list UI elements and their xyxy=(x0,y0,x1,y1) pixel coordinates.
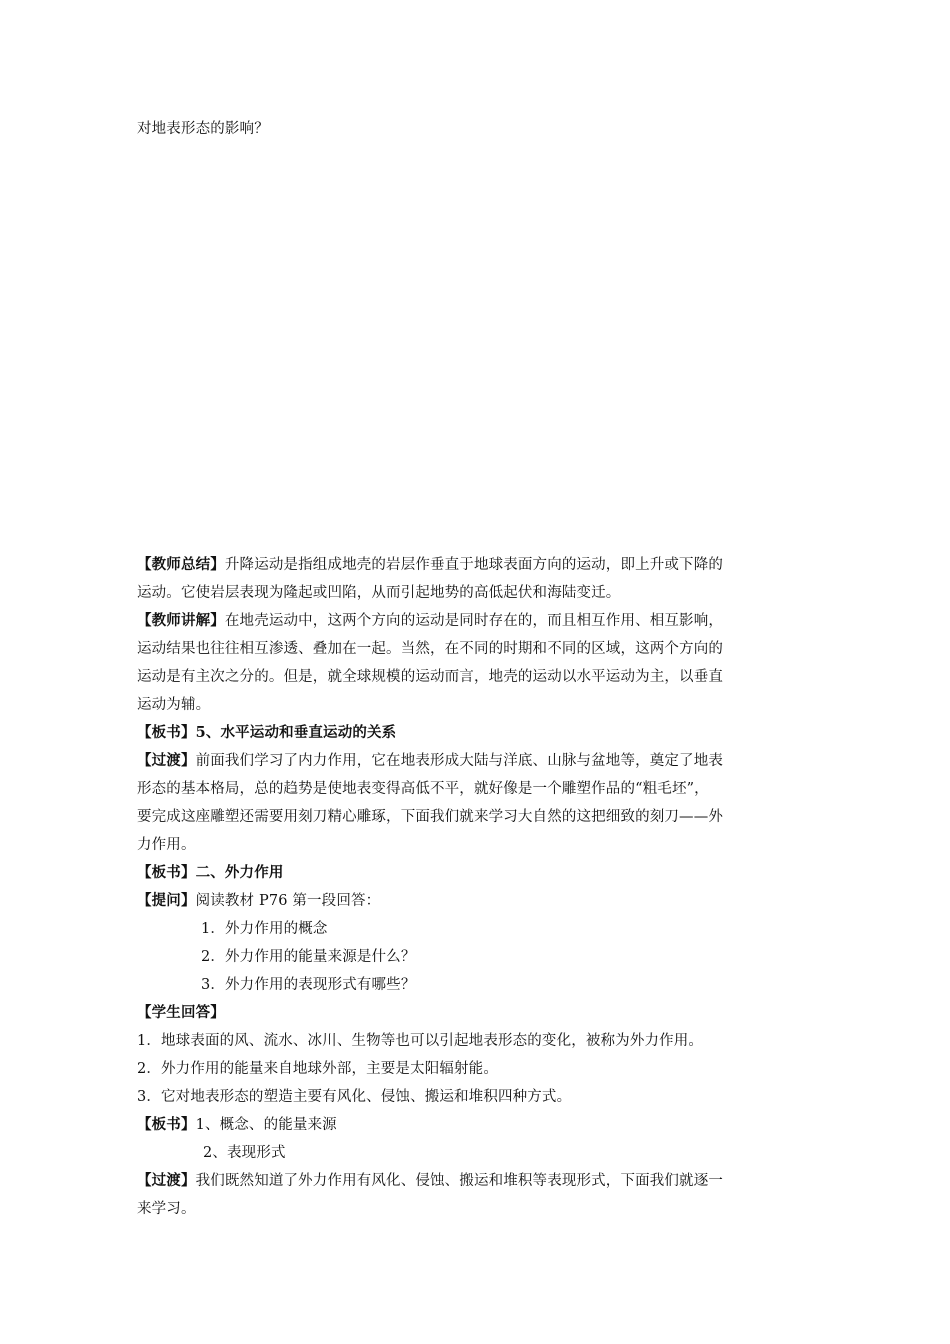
line-text: 来学习。 xyxy=(137,1201,196,1217)
board-note-line xyxy=(137,723,817,743)
board-note-line xyxy=(137,1115,817,1135)
paragraph-line xyxy=(137,639,817,659)
section-tag: 【过渡】 xyxy=(137,752,196,769)
section-tag: 【过渡】 xyxy=(137,1172,196,1189)
line-text: 阅读教材 P76 第一段回答： xyxy=(195,893,381,909)
section-tag: 【板书】 xyxy=(137,724,196,741)
line-text: 升降运动是指组成地壳的岩层作垂直于地球表面方向的运动，即上升或下降的 xyxy=(224,557,724,573)
transition-line xyxy=(137,751,817,771)
student-answer-heading xyxy=(137,1003,817,1023)
line-text: 我们既然知道了外力作用有风化、侵蚀、搬运和堆积等表现形式，下面我们就逐一 xyxy=(195,1173,724,1189)
line-text: 对地表形态的影响？ xyxy=(137,121,269,137)
paragraph-line xyxy=(137,583,817,603)
line-text: 在地壳运动中，这两个方向的运动是同时存在的，而且相互作用、相互影响， xyxy=(224,613,724,629)
section-tag: 【板书】 xyxy=(137,1116,196,1133)
teacher-explanation-line xyxy=(137,611,817,631)
line-text: 3．外力作用的表现形式有哪些？ xyxy=(201,977,416,993)
paragraph-line xyxy=(137,1199,817,1219)
paragraph-line xyxy=(137,695,817,715)
section-tag: 【提问】 xyxy=(137,892,196,909)
board-note-item xyxy=(203,1143,883,1163)
line-text: 2．外力作用的能量来源是什么？ xyxy=(201,949,416,965)
answer-item xyxy=(137,1087,817,1107)
line-text: 形态的基本格局，总的趋势是使地表变得高低不平，就好像是一个雕塑作品的“粗毛坯”， xyxy=(137,781,709,797)
question-item xyxy=(201,919,881,939)
line-text: 运动结果也往往相互渗透、叠加在一起。当然，在不同的时期和不同的区域，这两个方向的 xyxy=(137,641,723,657)
line-text: 2、表现形式 xyxy=(203,1145,286,1161)
paragraph-line xyxy=(137,779,817,799)
paragraph-line xyxy=(137,835,817,855)
transition-line xyxy=(137,1171,817,1191)
section-tag: 【教师总结】 xyxy=(137,556,225,573)
line-text: 1．外力作用的概念 xyxy=(201,921,328,937)
teacher-summary-line xyxy=(137,555,817,575)
question-item xyxy=(201,975,881,995)
line-text: 2．外力作用的能量来自地球外部，主要是太阳辐射能。 xyxy=(137,1061,498,1077)
answer-item xyxy=(137,1059,817,1079)
paragraph-line xyxy=(137,807,817,827)
line-text: 1、概念、的能量来源 xyxy=(195,1117,337,1133)
section-tag: 【学生回答】 xyxy=(137,1004,225,1021)
line-text: 3．它对地表形态的塑造主要有风化、侵蚀、搬运和堆积四种方式。 xyxy=(137,1089,572,1105)
line-text: 力作用。 xyxy=(137,837,196,853)
question-line xyxy=(137,891,817,911)
section-tag: 【板书】 xyxy=(137,864,196,881)
line-text: 运动。它使岩层表现为隆起或凹陷，从而引起地势的高低起伏和海陆变迁。 xyxy=(137,585,621,601)
board-note-line xyxy=(137,863,817,883)
line-text: 前面我们学习了内力作用，它在地表形成大陆与洋底、山脉与盆地等，奠定了地表 xyxy=(195,753,724,769)
paragraph-line xyxy=(137,119,817,139)
section-tag: 【教师讲解】 xyxy=(137,612,225,629)
line-text: 运动为辅。 xyxy=(137,697,211,713)
line-text: 1．地球表面的风、流水、冰川、生物等也可以引起地表形态的变化，被称为外力作用。 xyxy=(137,1033,704,1049)
question-item xyxy=(201,947,881,967)
line-text: 5、水平运动和垂直运动的关系 xyxy=(195,724,397,741)
line-text: 运动是有主次之分的。但是，就全球规模的运动而言，地壳的运动以水平运动为主，以垂直 xyxy=(137,669,723,685)
paragraph-line xyxy=(137,667,817,687)
line-text: 二、外力作用 xyxy=(195,864,284,881)
answer-item xyxy=(137,1031,817,1051)
line-text: 要完成这座雕塑还需要用刻刀精心雕琢，下面我们就来学习大自然的这把细致的刻刀——外 xyxy=(137,809,723,825)
